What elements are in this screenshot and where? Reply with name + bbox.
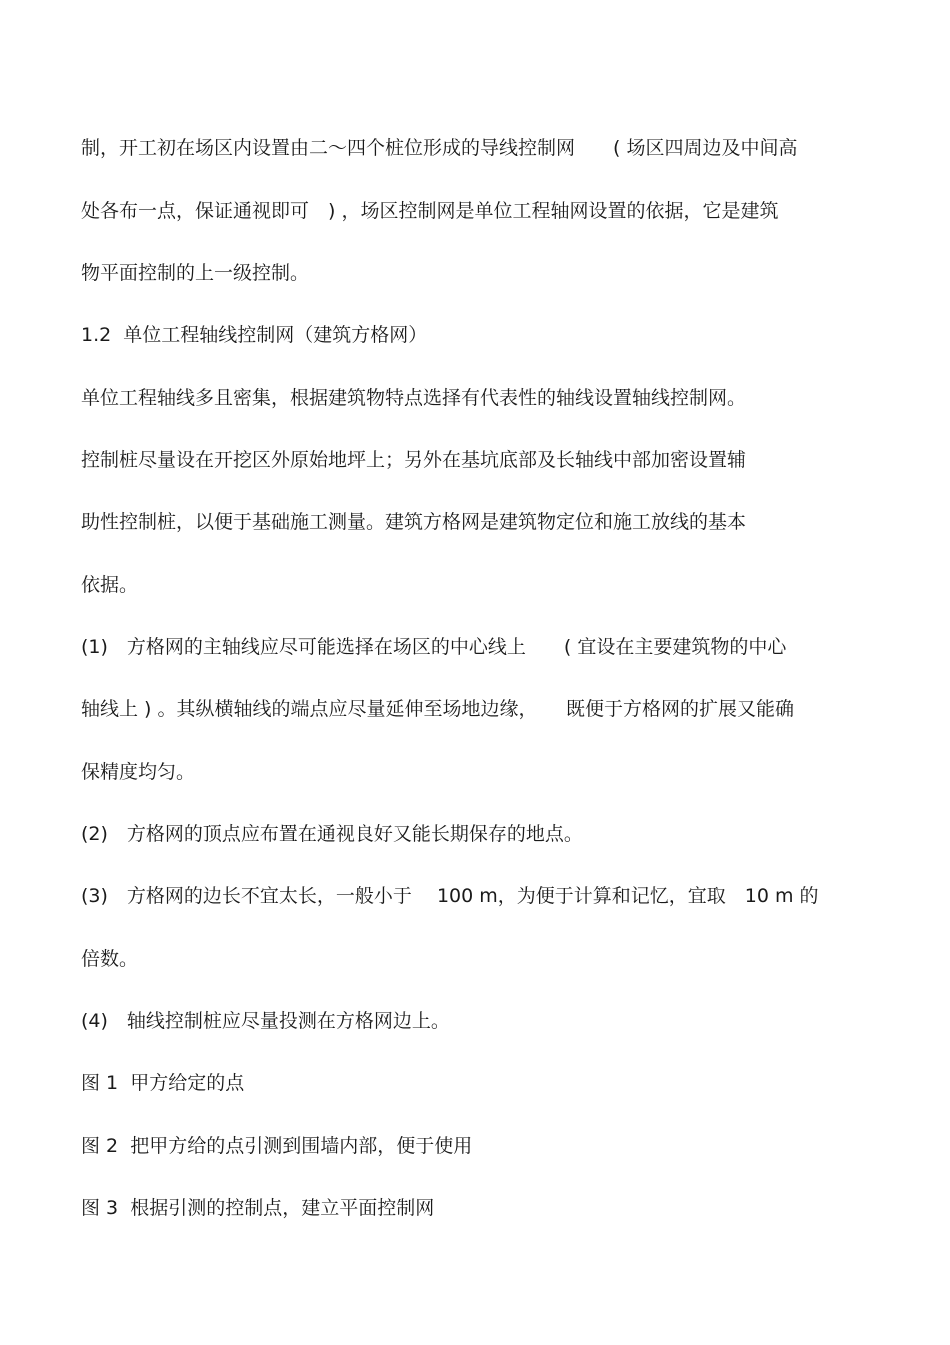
paragraph-line-5: 控制桩尽量设在开挖区外原始地坪上；另外在基坑底部及长轴线中部加密设置辅 <box>81 449 747 471</box>
paragraph-line-6: 助性控制桩，以便于基础施工测量。建筑方格网是建筑物定位和施工放线的基本 <box>81 511 747 533</box>
figure-caption-2: 图 2 把甲方给的点引测到围墙内部，便于使用 <box>81 1135 473 1157</box>
paragraph-line-1: 制，开工初在场区内设置由二～四个桩位形成的导线控制网 ( 场区四周边及中间高 <box>81 137 798 159</box>
section-heading: 1.2 单位工程轴线控制网（建筑方格网） <box>81 324 428 346</box>
list-item-2: (2) 方格网的顶点应布置在通视良好又能长期保存的地点。 <box>81 823 583 845</box>
list-item-1-line-1: (1) 方格网的主轴线应尽可能选择在场区的中心线上 ( 宜设在主要建筑物的中心 <box>81 636 787 658</box>
paragraph-line-4: 单位工程轴线多且密集，根据建筑物特点选择有代表性的轴线设置轴线控制网。 <box>81 387 747 409</box>
list-item-3-line-1: (3) 方格网的边长不宜太长，一般小于 100 m，为便于计算和记忆，宜取 10 m 的 <box>81 885 819 907</box>
list-item-3-line-2: 倍数。 <box>81 948 139 970</box>
figure-caption-1: 图 1 甲方给定的点 <box>81 1072 245 1094</box>
figure-caption-3: 图 3 根据引测的控制点，建立平面控制网 <box>81 1197 435 1219</box>
list-item-4: (4) 轴线控制桩应尽量投测在方格网边上。 <box>81 1010 450 1032</box>
paragraph-line-7: 依据。 <box>81 574 139 596</box>
list-item-1-line-2: 轴线上 ) 。其纵横轴线的端点应尽量延伸至场地边缘， 既便于方格网的扩展又能确 <box>81 698 794 720</box>
paragraph-line-3: 物平面控制的上一级控制。 <box>81 262 310 284</box>
list-item-1-line-3: 保精度均匀。 <box>81 761 196 783</box>
paragraph-line-2: 处各布一点，保证通视即可 ) ，场区控制网是单位工程轴网设置的依据，它是建筑 <box>81 200 779 222</box>
